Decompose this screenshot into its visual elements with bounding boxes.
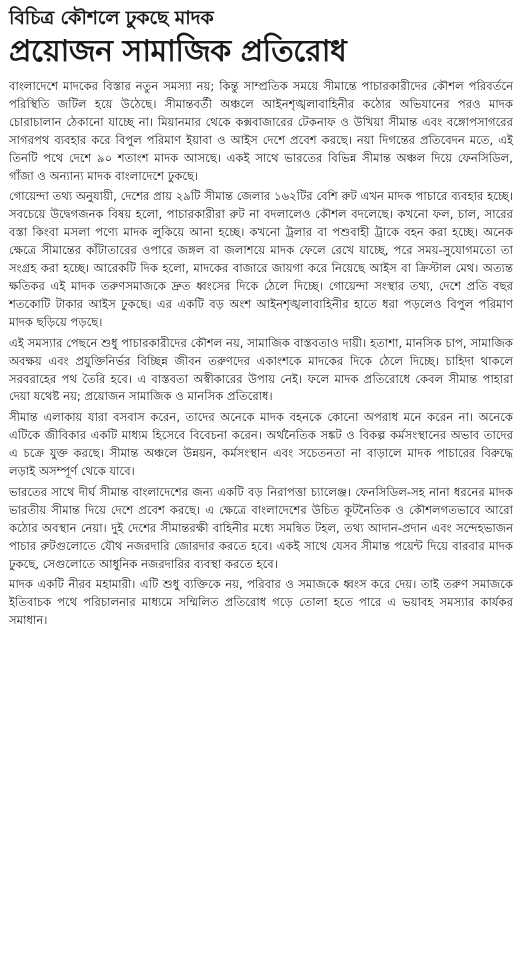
article-headline: প্রয়োজন সামাজিক প্রতিরোধ [9,34,347,69]
article-body [9,78,513,630]
paragraph: গোয়েন্দা তথ্য অনুযায়ী, দেশের প্রায় ২৯টি সীমান্ত জেলার ১৬২টির বেশি রুট এখন মাদক পাচারে ব্যবহার হচ্ছে। সবচেয়ে উদ্বেগজনক বিষয় হলো, পাচারকারীরা রুট না বদলালেও কৌশল বদলেছে। কখনো ফল, চাল, সারের বস্তা কিংবা মসলা পণ্যে মাদক লুকিয়ে আনা হচ্ছে। কখনো ট্রলার বা পশুবাহী ট্রাকে বহন করা হচ্ছে। অনেক ক্ষেত্রে সীমান্তের কাঁটাতারের ওপারে জঙ্গল বা জলাশয়ে মাদক ফেলে রেখে যাচ্ছে, পরে সময়-সুযোগমতো তা সংগ্রহ করা হচ্ছে। আরেকটি দিক হলো, মাদকের বাজারে জায়গা করে নিয়েছে আইস বা ক্রিস্টাল মেথ। অত্যন্ত ক্ষতিকর এই মাদক তরুণসমাজকে দ্রুত ধ্বংসের দিকে ঠেলে দিচ্ছে। গোয়েন্দা সংস্থার তথ্য, দেশে প্রতি বছর শতকোটি টাকার আইস ঢুকছে। এর একটি বড় অংশ আইনশৃঙ্খলাবাহিনীর হাতে ধরা পড়লেও বিপুল পরিমাণ মাদক ছড়িয়ে পড়ছে। [9,189,513,329]
paragraph: সীমান্ত এলাকায় যারা বসবাস করেন, তাদের অনেকে মাদক বহনকে কোনো অপরাধ মনে করেন না। অনেকে এটিকে জীবিকার একটি মাধ্যম হিসেবে বিবেচনা করেন। অর্থনৈতিক সঙ্কট ও বিকল্প কর্মসংস্থানের অভাব তাদের এ চক্রে যুক্ত করছে। সীমান্ত অঞ্চলে উন্নয়ন, কর্মসংস্থান এবং সচেতনতা না বাড়ালে মাদক পাচারের বিরুদ্ধে লড়াই অসম্পূর্ণ থেকে যাবে। [9,410,513,479]
paragraph: বাংলাদেশে মাদকের বিস্তার নতুন সমস্যা নয়; কিন্তু সাম্প্রতিক সময়ে সীমান্তে পাচারকারীদের কৌশল পরিবর্তনে পরিস্থিতি জটিল হয়ে উঠেছে। সীমান্তবর্তী অঞ্চলে আইনশৃঙ্খলাবাহিনীর কঠোর অভিযানের পরও মাদক চোরাচালান ঠেকানো যাচ্ছে না। মিয়ানমার থেকে কক্সবাজারের টেকনাফ ও উখিয়া সীমান্ত এবং বঙ্গোপসাগরের সাগরপথ ব্যবহার করে বিপুল পরিমাণ ইয়াবা ও আইস দেশে প্রবেশ করছে। নয়া দিগন্তের প্রতিবেদন মতে, এই তিনটি পথে দেশে ৯০ শতাংশ মাদক আসছে। একই সাথে ভারতের বিভিন্ন সীমান্ত অঞ্চল দিয়ে ফেনসিডিল, গাঁজা ও অন্যান্য মাদক বাংলাদেশে ঢুকছে। [9,79,513,183]
paragraph: ভারতের সাথে দীর্ঘ সীমান্ত বাংলাদেশের জন্য একটি বড় নিরাপত্তা চ্যালেঞ্জ। ফেনসিডিল-সহ নানা ধরনের মাদক ভারতীয় সীমান্ত দিয়ে দেশে প্রবেশ করছে। এ ক্ষেত্রে বাংলাদেশের উচিত কূটনৈতিক ও কৌশলগতভাবে আরো কঠোর অবস্থান নেয়া। দুই দেশের সীমান্তরক্ষী বাহিনীর মধ্যে সমন্বিত টহল, তথ্য আদান-প্রদান এবং সন্দেহভাজন পাচার রুটগুলোতে যৌথ নজরদারি জোরদার করতে হবে। একই সাথে যেসব সীমান্ত পয়েন্ট দিয়ে বারবার মাদক ঢুকছে, সেগুলোতে আধুনিক নজরদারির ব্যবস্থা করতে হবে। [9,484,513,571]
paragraph: মাদক একটি নীরব মহামারী। এটি শুধু ব্যক্তিকে নয়, পরিবার ও সমাজকে ধ্বংস করে দেয়। তাই তরুণ সমাজকে ইতিবাচক পথে পরিচালনার মাধ্যমে সম্মিলিত প্রতিরোধ গড়ে তোলা হতে পারে এ ভয়াবহ সমস্যার কার্যকর সমাধান। [9,577,513,628]
article-kicker: বিচিত্র কৌশলে ঢুকছে মাদক [9,7,214,29]
paragraph: এই সমস্যার পেছনে শুধু পাচারকারীদের কৌশল নয়, সামাজিক বাস্তবতাও দায়ী। হতাশা, মানসিক চাপ, সামাজিক অবক্ষয় এবং প্রযুক্তিনির্ভর বিচ্ছিন্ন জীবন তরুণদের একাংশকে মাদকের দিকে ঠেলে দিচ্ছে। চাহিদা থাকলে সরবরাহের পথ তৈরি হবে। এ বাস্তবতা অস্বীকারের উপায় নেই। ফলে মাদক প্রতিরোধে কেবল সীমান্ত পাহারা দেয়া যথেষ্ট নয়; প্রয়োজন সামাজিক ও মানসিক প্রতিরোধ। [9,335,513,404]
